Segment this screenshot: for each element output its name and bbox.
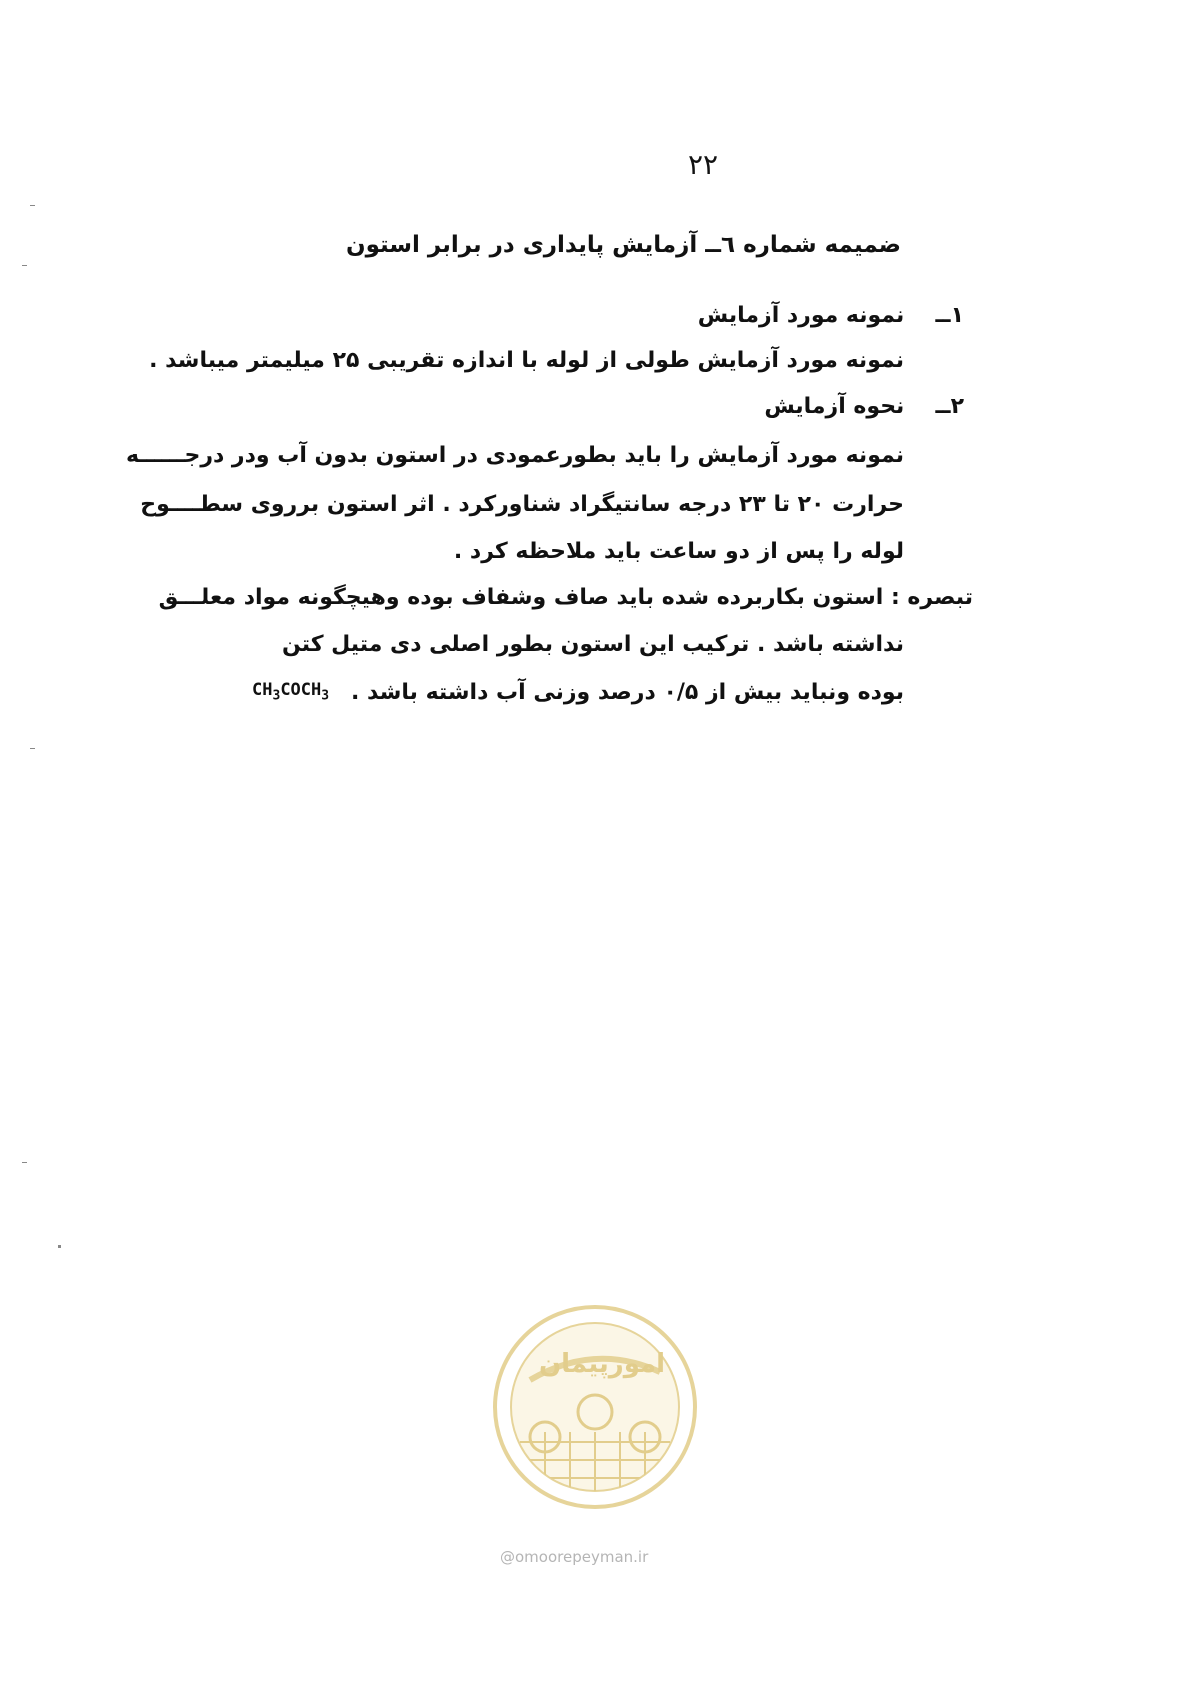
section-1-number: ۱ــ — [935, 303, 964, 328]
scan-speck — [22, 265, 27, 266]
note-line-3: بوده ونباید بیش از ۰/۵ درصد وزنی آب داشته باشد . — [351, 680, 904, 705]
watermark-site: @omoorepeyman.ir — [500, 1548, 649, 1566]
scan-speck — [30, 205, 35, 206]
section-2-number: ۲ــ — [935, 394, 964, 419]
scan-speck — [58, 1245, 61, 1248]
body-line-2: نمونه مورد آزمایش را باید بطورعمودی در استون بدون آب ودر درجــــــه — [126, 443, 904, 468]
scan-speck — [30, 748, 35, 749]
body-line-1: نمونه مورد آزمایش طولی از لوله با اندازه تقریبی ۲۵ میلیمتر میباشد . — [149, 348, 904, 373]
section-2-heading — [764, 394, 964, 419]
body-line-3: حرارت ۲۰ تا ۲۳ درجه سانتیگراد شناورکرد . اثر استون برروی سطــــوح — [140, 492, 904, 517]
omoorepeyman-logo-watermark — [490, 1302, 700, 1512]
chemical-formula: $CH_3COCH_3$ — [252, 680, 330, 704]
section-2-heading-text: نحوه آزمایش — [764, 394, 905, 419]
appendix-title: ضمیمه شماره ٦ــ آزمایش پایداری در برابر استون — [345, 232, 901, 258]
note-line-1: تبصره : استون بکاربرده شده باید صاف وشفاف بوده وهیچگونه مواد معلـــق — [158, 585, 973, 610]
body-line-4: لوله را پس از دو ساعت باید ملاحظه کرد . — [453, 539, 904, 564]
section-1-heading-text: نمونه مورد آزمایش — [697, 303, 905, 328]
logo-text: امورپیمان — [538, 1349, 666, 1379]
section-1-heading — [698, 303, 964, 328]
page-number: ۲۲ — [688, 148, 719, 181]
scan-speck — [22, 1162, 27, 1163]
note-line-2: نداشته باشد . ترکیب این استون بطور اصلی دی متیل کتن — [281, 632, 904, 657]
